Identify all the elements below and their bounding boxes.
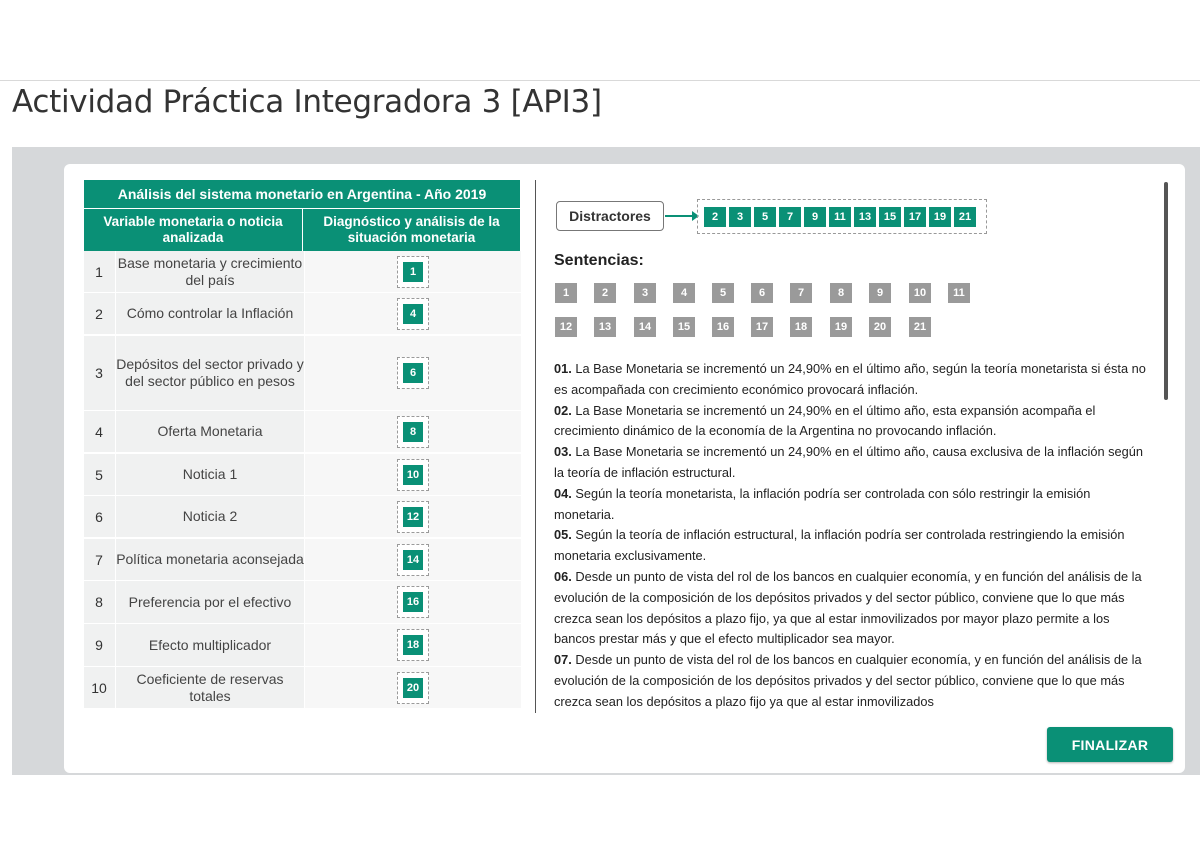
sentence-number: 04. bbox=[554, 485, 572, 501]
distractors-dropzone[interactable] bbox=[697, 199, 987, 234]
answer-cell bbox=[304, 539, 521, 580]
answer-tile[interactable]: 20 bbox=[403, 678, 423, 698]
answer-dropzone[interactable] bbox=[397, 586, 429, 618]
row-number: 3 bbox=[95, 365, 103, 381]
sentence-text: La Base Monetaria se incrementó un 24,90% en el último año, causa exclusiva de la inflación según la teoría de inflación estructural. bbox=[554, 444, 1144, 480]
table-row bbox=[84, 539, 520, 582]
distractor-tile[interactable]: 2 bbox=[704, 207, 726, 227]
answer-cell bbox=[304, 336, 521, 410]
sentence-text: La Base Monetaria se incrementó un 24,90% en el último año, según la teoría monetarista si ésta no es acompañada con crecimiento económico provocará inflación. bbox=[554, 361, 1146, 397]
answer-tile[interactable]: 16 bbox=[403, 592, 423, 612]
sentence-tile[interactable]: 4 bbox=[673, 283, 695, 303]
sentence-tile[interactable]: 1 bbox=[555, 283, 577, 303]
answer-dropzone[interactable] bbox=[397, 459, 429, 491]
distractor-tile[interactable]: 19 bbox=[929, 207, 951, 227]
column-header-diagnostico: Diagnóstico y análisis de la situación monetaria bbox=[303, 209, 520, 251]
sentences-title: Sentencias: bbox=[554, 252, 644, 269]
row-number: 6 bbox=[95, 508, 103, 525]
row-label: Noticia 2 bbox=[115, 496, 304, 537]
distractor-tile[interactable]: 21 bbox=[954, 207, 976, 227]
distractor-tile[interactable]: 3 bbox=[729, 207, 751, 227]
row-number: 4 bbox=[95, 423, 103, 440]
answer-dropzone[interactable] bbox=[397, 256, 429, 288]
sentence-number: 06. bbox=[554, 568, 572, 584]
sentence-tile[interactable]: 3 bbox=[634, 283, 656, 303]
sentence-tile[interactable]: 9 bbox=[869, 283, 891, 303]
row-label: Efecto multiplicador bbox=[115, 624, 304, 666]
answer-cell bbox=[304, 496, 521, 537]
table-row bbox=[84, 496, 520, 539]
answer-cell bbox=[304, 581, 521, 623]
panel-divider bbox=[535, 180, 536, 713]
sentence-tile[interactable]: 19 bbox=[830, 317, 852, 337]
row-label: Política monetaria aconsejada bbox=[115, 539, 304, 580]
answer-cell bbox=[304, 667, 521, 708]
sentence-number: 05. bbox=[554, 527, 572, 543]
row-number: 10 bbox=[91, 679, 107, 696]
answer-tile[interactable]: 12 bbox=[403, 507, 423, 527]
answer-dropzone[interactable] bbox=[397, 357, 429, 389]
answer-tile[interactable]: 1 bbox=[403, 262, 423, 282]
answer-tile[interactable]: 6 bbox=[403, 363, 423, 383]
column-header-variable: Variable monetaria o noticia analizada bbox=[84, 209, 302, 251]
row-number: 9 bbox=[95, 637, 103, 653]
answer-cell bbox=[304, 624, 521, 666]
table-row bbox=[84, 667, 520, 710]
row-label: Oferta Monetaria bbox=[115, 411, 304, 452]
sentence-tile[interactable]: 6 bbox=[751, 283, 773, 303]
sentence-number: 07. bbox=[554, 652, 572, 668]
sentence-tile[interactable]: 7 bbox=[790, 283, 812, 303]
sentence-tile[interactable]: 13 bbox=[594, 317, 616, 337]
finalize-button[interactable]: FINALIZAR bbox=[1047, 727, 1173, 762]
sentence-item bbox=[554, 359, 1154, 401]
sentence-number: 02. bbox=[554, 402, 572, 418]
sentence-tile[interactable]: 21 bbox=[909, 317, 931, 337]
sentence-text: Según la teoría de inflación estructural, la inflación podría ser controlada restringiendo la emisión monetaria exclusivamente. bbox=[554, 527, 1125, 564]
table-row bbox=[84, 581, 520, 625]
distractor-tile[interactable]: 7 bbox=[779, 207, 801, 227]
row-number: 8 bbox=[95, 594, 103, 610]
sentence-tile[interactable]: 14 bbox=[634, 317, 656, 337]
top-divider bbox=[0, 80, 1200, 81]
table-row bbox=[84, 251, 520, 294]
distractor-tile[interactable]: 5 bbox=[754, 207, 776, 227]
row-number: 2 bbox=[95, 305, 103, 322]
answer-cell bbox=[304, 251, 521, 292]
sentence-tile[interactable]: 15 bbox=[673, 317, 695, 337]
sentence-text: Desde un punto de vista del rol de los bancos en cualquier economía, y en función del análisis de la evolución de la composición de los depósitos privados y del sector público, conviene que lo que más crezca sean los depósitos a plazo fijo, ya que al estar inmovilizados por mayor plazo permite a los bancos prestar más y que el efecto multiplicador sea mayor. bbox=[554, 568, 1142, 647]
table-row bbox=[84, 454, 520, 497]
table-row bbox=[84, 336, 520, 412]
table-row bbox=[84, 624, 520, 668]
arrow-connector bbox=[665, 215, 695, 217]
sentence-text: La Base Monetaria se incrementó un 24,90% en el último año, esta expansión acompaña el crecimiento dinámico de la economía de la Argentina no provocando inflación. bbox=[554, 402, 1096, 439]
row-number: 7 bbox=[95, 551, 103, 568]
page-title: Actividad Práctica Integradora 3 [API3] bbox=[12, 84, 602, 120]
distractor-tile[interactable]: 13 bbox=[854, 207, 876, 227]
sentence-tile[interactable]: 16 bbox=[712, 317, 734, 337]
sentence-tile[interactable]: 12 bbox=[555, 317, 577, 337]
row-number: 1 bbox=[95, 263, 103, 280]
sentence-number: 03. bbox=[554, 444, 572, 460]
sentence-item bbox=[554, 484, 1154, 526]
distractor-tile[interactable]: 15 bbox=[879, 207, 901, 227]
answer-dropzone[interactable] bbox=[397, 544, 429, 576]
sentences-list bbox=[554, 359, 1154, 711]
table-row bbox=[84, 293, 520, 336]
sentence-tile[interactable]: 8 bbox=[830, 283, 852, 303]
sentence-tile[interactable]: 10 bbox=[909, 283, 931, 303]
answer-tile[interactable]: 14 bbox=[403, 550, 423, 570]
distractors-button[interactable]: Distractores bbox=[556, 201, 664, 231]
distractor-tile[interactable]: 11 bbox=[829, 207, 851, 227]
row-label: Cómo controlar la Inflación bbox=[115, 293, 304, 334]
row-label: Base monetaria y crecimiento del país bbox=[115, 251, 304, 292]
table-row bbox=[84, 411, 520, 454]
row-label: Noticia 1 bbox=[115, 454, 304, 495]
scrollbar[interactable] bbox=[1164, 182, 1168, 400]
answer-dropzone[interactable] bbox=[397, 416, 429, 448]
row-number: 5 bbox=[95, 466, 103, 483]
answer-cell bbox=[304, 411, 521, 452]
row-label: Depósitos del sector privado y del sector público en pesos bbox=[115, 336, 304, 410]
sentence-tile[interactable]: 2 bbox=[594, 283, 616, 303]
answer-tile[interactable]: 4 bbox=[403, 304, 423, 324]
sentence-number: 01. bbox=[554, 361, 572, 376]
sentence-tile[interactable]: 11 bbox=[948, 283, 970, 303]
answer-dropzone[interactable] bbox=[397, 672, 429, 704]
answer-cell bbox=[304, 293, 521, 334]
row-label: Coeficiente de reservas totales bbox=[115, 667, 304, 708]
sentence-tile[interactable]: 5 bbox=[712, 283, 734, 303]
table-title: Análisis del sistema monetario en Argentina - Año 2019 bbox=[84, 180, 520, 208]
row-label: Preferencia por el efectivo bbox=[115, 581, 304, 623]
sentence-tile[interactable]: 18 bbox=[790, 317, 812, 337]
sentence-text: Según la teoría monetarista, la inflación podría ser controlada con sólo restringir la emisión monetaria. bbox=[554, 485, 1091, 522]
sentence-text: Desde un punto de vista del rol de los bancos en cualquier economía, y en función del análisis de la evolución de la composición de los depósitos privados y del sector público, conviene que lo que más crezca sean los depósitos a plazo fijo ya que al estar inmovilizados bbox=[554, 652, 1142, 709]
answer-cell bbox=[304, 454, 521, 495]
sentence-item bbox=[554, 567, 1154, 650]
sentence-item bbox=[554, 401, 1154, 443]
distractor-tile[interactable]: 9 bbox=[804, 207, 826, 227]
sentence-tile[interactable]: 17 bbox=[751, 317, 773, 337]
answer-dropzone[interactable] bbox=[397, 501, 429, 533]
distractor-tile[interactable]: 17 bbox=[904, 207, 926, 227]
sentence-tile[interactable]: 20 bbox=[869, 317, 891, 337]
answer-tile[interactable]: 10 bbox=[403, 465, 423, 485]
sentence-item bbox=[554, 650, 1154, 711]
sentence-item bbox=[554, 525, 1154, 567]
sentence-item bbox=[554, 442, 1154, 484]
answer-tile[interactable]: 18 bbox=[403, 635, 423, 655]
answer-tile[interactable]: 8 bbox=[403, 422, 423, 442]
answer-dropzone[interactable] bbox=[397, 298, 429, 330]
answer-dropzone[interactable] bbox=[397, 629, 429, 661]
